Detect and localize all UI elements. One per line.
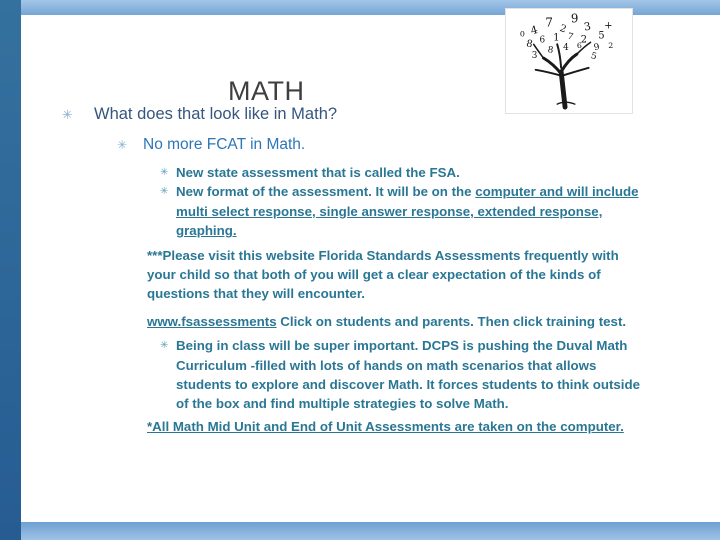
left-border-bar <box>0 0 21 540</box>
bullet-item-text <box>176 336 641 414</box>
asterisk-bullet-icon: ✳ <box>117 138 128 152</box>
paragraph-website-link <box>147 312 641 331</box>
bottom-border-bar <box>0 522 720 540</box>
bullet-item-text <box>176 182 641 240</box>
bullet-item-format <box>160 182 641 240</box>
tree-number: 7 <box>545 15 553 30</box>
tree-number: 6 <box>539 35 546 46</box>
number-tree-svg <box>506 9 630 111</box>
level1-text: What does that look like in Math? <box>94 105 338 123</box>
slide-title: MATH <box>228 76 305 106</box>
tree-number: 5 <box>598 30 605 42</box>
asterisk-bullet-icon: ✳ <box>160 340 169 352</box>
body-text: Click on students and parents. Then click training test. <box>276 313 627 329</box>
level2-text: No more FCAT in Math. <box>143 136 306 153</box>
tree-number: 4 <box>563 43 569 54</box>
tree-branches <box>531 42 591 107</box>
tree-number: 2 <box>608 41 614 51</box>
tree-number-leaves <box>520 12 613 63</box>
tree-number: + <box>604 20 613 32</box>
tree-number: 8 <box>546 45 554 56</box>
paragraph-all-assessments <box>147 417 641 436</box>
tree-number: 7 <box>566 31 575 43</box>
body-text-underlined: computer and will include multi select response, single answer response, extended response, graphing. <box>176 184 639 239</box>
fsassessments-link[interactable]: www.fsassessments <box>147 313 277 329</box>
tree-number: 2 <box>580 34 587 46</box>
bullet-item-being-in-class <box>160 336 641 414</box>
body-text-block <box>147 163 641 436</box>
asterisk-bullet-icon: ✳ <box>160 186 169 198</box>
paragraph-please-visit <box>147 246 641 304</box>
tree-number: 6 <box>576 41 582 51</box>
tree-number: 1 <box>553 32 560 44</box>
tree-number: 3 <box>531 51 538 62</box>
tree-number: 9 <box>570 11 579 26</box>
tree-number: 3 <box>582 19 592 34</box>
tree-number: 9 <box>593 42 601 54</box>
body-text: Being in class will be super important. DCPS is pushing the Duval Math Curriculum -filled with lots of hands on math scenarios that allows students to explore and discover Math. It forces students to think outside of the box and find multiple strategies to solve Math. <box>176 338 640 412</box>
body-text: New state assessment that is called the FSA. <box>176 165 460 180</box>
outline-level1 <box>62 105 337 124</box>
tree-number: 0 <box>519 29 525 39</box>
body-text: New format of the assessment. It will be on the <box>176 184 476 200</box>
bullet-item-text <box>176 163 641 182</box>
asterisk-bullet-icon: ✳ <box>62 108 73 123</box>
outline-level2 <box>117 136 305 154</box>
tree-number: 2 <box>558 23 568 36</box>
bullet-item-fsa <box>160 163 641 182</box>
tree-number: 4 <box>529 23 540 38</box>
body-text-underlined: *All Math Mid Unit and End of Unit Assessments are taken on the computer. <box>147 418 624 434</box>
number-tree-image <box>505 8 633 114</box>
asterisk-bullet-icon: ✳ <box>160 167 169 178</box>
tree-number: 8 <box>525 38 534 51</box>
body-text: ***Please visit this website Florida Standards Assessments frequently with your child so that both of you will get a clear expectation of the kinds of questions that they will encounter. <box>147 247 619 302</box>
tree-number: 5 <box>589 51 598 63</box>
